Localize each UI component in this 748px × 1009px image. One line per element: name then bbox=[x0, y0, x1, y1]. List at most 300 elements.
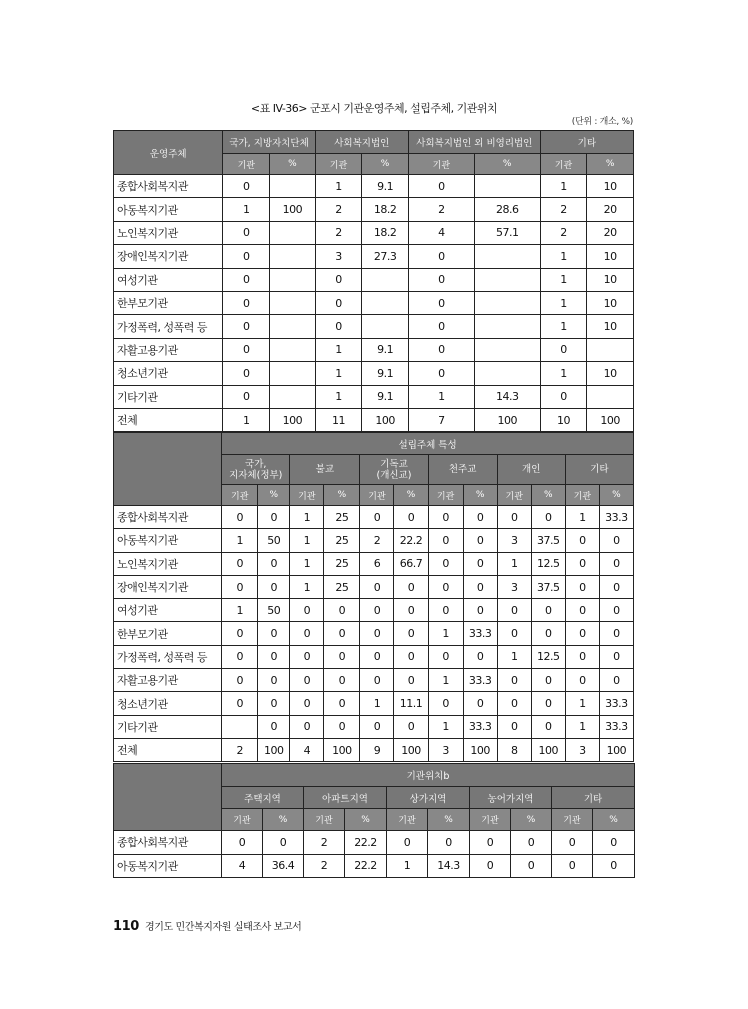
data-cell: 3 bbox=[428, 738, 463, 761]
data-cell: 1 bbox=[540, 362, 587, 385]
data-cell: 9.1 bbox=[362, 385, 409, 408]
data-cell: 3 bbox=[315, 245, 362, 268]
founding-body-table bbox=[113, 432, 634, 762]
data-cell: 0 bbox=[258, 692, 290, 715]
data-cell: 0 bbox=[223, 221, 270, 244]
data-cell: 33.3 bbox=[599, 692, 633, 715]
table-row bbox=[114, 599, 634, 622]
table-row bbox=[114, 738, 634, 761]
data-cell: 0 bbox=[223, 362, 270, 385]
data-cell: 0 bbox=[223, 175, 270, 198]
data-cell: 2 bbox=[222, 738, 258, 761]
subheader-cell: % bbox=[599, 485, 633, 506]
data-cell: 0 bbox=[428, 692, 463, 715]
table-row bbox=[114, 245, 634, 268]
data-cell: 0 bbox=[428, 645, 463, 668]
data-cell: 0 bbox=[394, 575, 428, 598]
data-cell: 0 bbox=[408, 291, 474, 314]
data-cell: 1 bbox=[290, 529, 324, 552]
data-cell: 0 bbox=[394, 599, 428, 622]
data-cell: 0 bbox=[470, 831, 511, 855]
data-cell: 33.3 bbox=[599, 506, 633, 529]
data-cell: 0 bbox=[222, 692, 258, 715]
data-cell: 0 bbox=[593, 854, 635, 878]
data-cell: 18.2 bbox=[362, 221, 409, 244]
row-label: 전체 bbox=[114, 408, 223, 431]
data-cell: 0 bbox=[258, 575, 290, 598]
data-cell: 0 bbox=[360, 715, 394, 738]
data-cell bbox=[362, 291, 409, 314]
group-header: 기타 bbox=[552, 787, 635, 809]
table-row bbox=[114, 669, 634, 692]
data-cell: 57.1 bbox=[474, 221, 540, 244]
data-cell: 1 bbox=[290, 506, 324, 529]
data-cell: 0 bbox=[394, 645, 428, 668]
data-cell: 0 bbox=[599, 529, 633, 552]
data-cell bbox=[270, 268, 316, 291]
data-cell: 0 bbox=[408, 175, 474, 198]
subheader-cell: 기관 bbox=[387, 809, 428, 831]
table-row bbox=[114, 529, 634, 552]
data-cell: 2 bbox=[315, 198, 362, 221]
data-cell bbox=[474, 315, 540, 338]
data-cell bbox=[270, 385, 316, 408]
data-cell: 14.3 bbox=[474, 385, 540, 408]
data-cell: 3 bbox=[497, 575, 531, 598]
row-label: 여성기관 bbox=[114, 268, 223, 291]
data-cell: 0 bbox=[290, 622, 324, 645]
group-header bbox=[360, 455, 428, 485]
data-cell: 4 bbox=[222, 854, 263, 878]
data-cell: 0 bbox=[258, 645, 290, 668]
data-cell: 1 bbox=[290, 575, 324, 598]
subheader-cell: % bbox=[270, 154, 316, 175]
data-cell: 0 bbox=[360, 622, 394, 645]
data-cell: 1 bbox=[428, 715, 463, 738]
row-label: 자활고용기관 bbox=[114, 669, 222, 692]
data-cell: 0 bbox=[394, 715, 428, 738]
table-row bbox=[114, 715, 634, 738]
data-cell: 0 bbox=[428, 599, 463, 622]
row-label: 아동복지기관 bbox=[114, 529, 222, 552]
data-cell: 0 bbox=[290, 645, 324, 668]
subheader-cell: % bbox=[258, 485, 290, 506]
data-cell: 0 bbox=[408, 362, 474, 385]
corner-blank bbox=[114, 764, 222, 831]
data-cell bbox=[270, 245, 316, 268]
data-cell: 0 bbox=[394, 622, 428, 645]
data-cell: 2 bbox=[540, 221, 587, 244]
subheader-cell: % bbox=[463, 485, 497, 506]
data-cell: 0 bbox=[222, 506, 258, 529]
group-header-line: (개신교) bbox=[376, 469, 412, 481]
data-cell: 0 bbox=[324, 622, 360, 645]
subheader-cell: 기관 bbox=[497, 485, 531, 506]
subheader-cell: % bbox=[345, 809, 387, 831]
table-row bbox=[114, 175, 634, 198]
data-cell: 0 bbox=[258, 715, 290, 738]
table-caption: <표 IV-36> 군포시 기관운영주체, 설립주체, 기관위치 bbox=[250, 102, 498, 115]
group-header: 농어가지역 bbox=[470, 787, 552, 809]
data-cell: 0 bbox=[360, 645, 394, 668]
group-header bbox=[565, 455, 633, 485]
data-cell: 0 bbox=[290, 692, 324, 715]
data-cell: 0 bbox=[324, 599, 360, 622]
table-row bbox=[114, 291, 634, 314]
row-label: 한부모기관 bbox=[114, 622, 222, 645]
row-label: 기타기관 bbox=[114, 385, 223, 408]
data-cell: 1 bbox=[565, 715, 599, 738]
data-cell: 0 bbox=[324, 692, 360, 715]
data-cell: 0 bbox=[593, 831, 635, 855]
group-header: 상가지역 bbox=[387, 787, 470, 809]
group-header bbox=[290, 455, 360, 485]
data-cell: 0 bbox=[463, 506, 497, 529]
data-cell: 1 bbox=[565, 692, 599, 715]
data-cell: 1 bbox=[223, 408, 270, 431]
operating-body-table bbox=[113, 130, 634, 432]
group-header: 아파트지역 bbox=[304, 787, 387, 809]
data-cell: 1 bbox=[540, 245, 587, 268]
data-cell: 0 bbox=[222, 645, 258, 668]
data-cell bbox=[270, 291, 316, 314]
data-cell: 66.7 bbox=[394, 552, 428, 575]
row-label: 아동복지기관 bbox=[114, 198, 223, 221]
data-cell: 0 bbox=[290, 669, 324, 692]
row-label: 가정폭력, 성폭력 등 bbox=[114, 315, 223, 338]
data-cell: 0 bbox=[463, 552, 497, 575]
subheader-cell: 기관 bbox=[290, 485, 324, 506]
subheader-cell: 기관 bbox=[470, 809, 511, 831]
table-row bbox=[114, 221, 634, 244]
data-cell: 0 bbox=[531, 599, 565, 622]
table-row bbox=[114, 645, 634, 668]
data-cell: 1 bbox=[540, 268, 587, 291]
data-cell: 0 bbox=[552, 831, 593, 855]
subheader-cell: 기관 bbox=[408, 154, 474, 175]
header-row bbox=[114, 433, 634, 455]
data-cell: 0 bbox=[552, 854, 593, 878]
data-cell: 4 bbox=[408, 221, 474, 244]
table-row bbox=[114, 362, 634, 385]
data-cell: 0 bbox=[511, 854, 552, 878]
data-cell: 0 bbox=[497, 506, 531, 529]
table-row bbox=[114, 385, 634, 408]
data-cell: 0 bbox=[263, 831, 304, 855]
data-cell: 3 bbox=[565, 738, 599, 761]
group-header: 사회복지법인 외 비영리법인 bbox=[408, 131, 540, 154]
subheader-cell: % bbox=[531, 485, 565, 506]
subheader-cell: % bbox=[428, 809, 470, 831]
data-cell: 28.6 bbox=[474, 198, 540, 221]
data-cell: 1 bbox=[387, 854, 428, 878]
data-cell: 0 bbox=[360, 669, 394, 692]
group-header: 사회복지법인 bbox=[315, 131, 408, 154]
group-header-line: 불교 bbox=[315, 464, 335, 475]
data-cell: 1 bbox=[428, 622, 463, 645]
data-cell: 0 bbox=[599, 575, 633, 598]
data-cell: 0 bbox=[599, 622, 633, 645]
data-cell: 0 bbox=[222, 831, 263, 855]
data-cell: 2 bbox=[315, 221, 362, 244]
data-cell: 0 bbox=[315, 315, 362, 338]
group-header bbox=[497, 455, 565, 485]
data-cell: 2 bbox=[304, 854, 345, 878]
data-cell: 0 bbox=[470, 854, 511, 878]
data-cell: 100 bbox=[394, 738, 428, 761]
data-cell: 0 bbox=[258, 552, 290, 575]
data-cell: 0 bbox=[531, 692, 565, 715]
row-label: 종합사회복지관 bbox=[114, 175, 223, 198]
group-header: 주택지역 bbox=[222, 787, 304, 809]
data-cell: 0 bbox=[324, 669, 360, 692]
data-cell: 0 bbox=[360, 506, 394, 529]
data-cell: 0 bbox=[428, 552, 463, 575]
group-header: 기타 bbox=[540, 131, 633, 154]
data-cell: 100 bbox=[258, 738, 290, 761]
subheader-cell: % bbox=[474, 154, 540, 175]
data-cell: 0 bbox=[222, 552, 258, 575]
data-cell bbox=[474, 362, 540, 385]
data-cell: 0 bbox=[428, 831, 470, 855]
data-cell: 0 bbox=[223, 245, 270, 268]
row-label: 한부모기관 bbox=[114, 291, 223, 314]
table-row bbox=[114, 268, 634, 291]
data-cell: 0 bbox=[290, 599, 324, 622]
subheader-cell: 기관 bbox=[222, 485, 258, 506]
data-cell: 8 bbox=[497, 738, 531, 761]
data-cell: 1 bbox=[315, 338, 362, 361]
subheader-cell: 기관 bbox=[428, 485, 463, 506]
table-row bbox=[114, 408, 634, 431]
data-cell: 0 bbox=[599, 552, 633, 575]
data-cell: 100 bbox=[463, 738, 497, 761]
data-cell: 33.3 bbox=[463, 715, 497, 738]
page-number: 110 bbox=[113, 919, 139, 934]
data-cell: 1 bbox=[540, 315, 587, 338]
section-header: 기관위치b bbox=[222, 764, 635, 787]
data-cell: 1 bbox=[315, 362, 362, 385]
data-cell: 10 bbox=[587, 315, 634, 338]
data-cell: 25 bbox=[324, 552, 360, 575]
data-cell: 1 bbox=[565, 506, 599, 529]
data-cell: 0 bbox=[599, 645, 633, 668]
data-cell: 37.5 bbox=[531, 575, 565, 598]
data-cell: 0 bbox=[223, 385, 270, 408]
data-cell bbox=[270, 221, 316, 244]
data-cell: 0 bbox=[258, 669, 290, 692]
data-cell: 2 bbox=[540, 198, 587, 221]
data-cell: 2 bbox=[408, 198, 474, 221]
data-cell: 0 bbox=[565, 669, 599, 692]
section-header: 설립주체 특성 bbox=[222, 433, 634, 455]
data-cell bbox=[270, 338, 316, 361]
data-cell: 0 bbox=[565, 645, 599, 668]
data-cell: 0 bbox=[497, 599, 531, 622]
group-header: 국가, 지방자치단체 bbox=[223, 131, 315, 154]
data-cell: 0 bbox=[408, 338, 474, 361]
data-cell: 0 bbox=[497, 669, 531, 692]
subheader-cell: % bbox=[324, 485, 360, 506]
unit-note: (단위 : 개소, %) bbox=[571, 117, 633, 127]
data-cell: 1 bbox=[540, 291, 587, 314]
data-cell: 1 bbox=[540, 175, 587, 198]
data-cell: 10 bbox=[587, 175, 634, 198]
corner-blank bbox=[114, 433, 222, 506]
data-cell bbox=[270, 315, 316, 338]
data-cell: 0 bbox=[497, 622, 531, 645]
data-cell: 0 bbox=[531, 622, 565, 645]
group-header bbox=[222, 455, 290, 485]
data-cell: 0 bbox=[428, 575, 463, 598]
row-label: 노인복지기관 bbox=[114, 221, 223, 244]
group-header-line: 국가, bbox=[245, 458, 267, 470]
data-cell: 0 bbox=[599, 599, 633, 622]
group-header-line: 개인 bbox=[522, 464, 541, 475]
report-title: 경기도 민간복지자원 실태조사 보고서 bbox=[144, 922, 302, 933]
table-row bbox=[114, 622, 634, 645]
data-cell: 0 bbox=[222, 575, 258, 598]
row-label: 종합사회복지관 bbox=[114, 506, 222, 529]
data-cell: 0 bbox=[565, 529, 599, 552]
data-cell: 7 bbox=[408, 408, 474, 431]
table-row bbox=[114, 338, 634, 361]
data-cell bbox=[474, 245, 540, 268]
data-cell: 20 bbox=[587, 221, 634, 244]
data-cell: 100 bbox=[270, 408, 316, 431]
row-label: 장애인복지기관 bbox=[114, 575, 222, 598]
data-cell bbox=[587, 338, 634, 361]
data-cell bbox=[474, 338, 540, 361]
subheader-cell: % bbox=[593, 809, 635, 831]
subheader-cell: % bbox=[394, 485, 428, 506]
group-header-line: 천주교 bbox=[448, 464, 477, 475]
data-cell: 0 bbox=[222, 669, 258, 692]
table-row bbox=[114, 575, 634, 598]
data-cell: 100 bbox=[474, 408, 540, 431]
data-cell: 0 bbox=[463, 529, 497, 552]
data-cell: 0 bbox=[463, 575, 497, 598]
page-footer bbox=[113, 918, 301, 934]
data-cell: 50 bbox=[258, 529, 290, 552]
row-label: 가정폭력, 성폭력 등 bbox=[114, 645, 222, 668]
corner-header: 운영주체 bbox=[114, 131, 223, 175]
data-cell: 14.3 bbox=[428, 854, 470, 878]
subheader-cell: % bbox=[511, 809, 552, 831]
data-cell: 0 bbox=[223, 315, 270, 338]
row-label: 여성기관 bbox=[114, 599, 222, 622]
data-cell: 12.5 bbox=[531, 645, 565, 668]
data-cell: 20 bbox=[587, 198, 634, 221]
data-cell: 1 bbox=[222, 529, 258, 552]
data-cell: 0 bbox=[223, 338, 270, 361]
data-cell: 0 bbox=[463, 692, 497, 715]
data-cell: 0 bbox=[497, 715, 531, 738]
subheader-cell: 기관 bbox=[223, 154, 270, 175]
data-cell: 10 bbox=[540, 408, 587, 431]
data-cell: 18.2 bbox=[362, 198, 409, 221]
group-header-line: 지자체(정부) bbox=[229, 469, 283, 481]
data-cell: 9.1 bbox=[362, 175, 409, 198]
header-row bbox=[114, 131, 634, 154]
data-cell: 33.3 bbox=[463, 622, 497, 645]
data-cell: 11 bbox=[315, 408, 362, 431]
subheader-cell: 기관 bbox=[315, 154, 362, 175]
data-cell: 0 bbox=[565, 552, 599, 575]
data-cell: 22.2 bbox=[345, 831, 387, 855]
data-cell: 9.1 bbox=[362, 362, 409, 385]
data-cell: 0 bbox=[290, 715, 324, 738]
data-cell: 0 bbox=[428, 506, 463, 529]
data-cell: 0 bbox=[387, 831, 428, 855]
data-cell bbox=[362, 268, 409, 291]
row-label: 청소년기관 bbox=[114, 362, 223, 385]
data-cell: 50 bbox=[258, 599, 290, 622]
data-cell: 1 bbox=[222, 599, 258, 622]
data-cell: 12.5 bbox=[531, 552, 565, 575]
data-cell: 0 bbox=[222, 622, 258, 645]
data-cell: 4 bbox=[290, 738, 324, 761]
data-cell: 22.2 bbox=[345, 854, 387, 878]
data-cell: 100 bbox=[587, 408, 634, 431]
row-label: 전체 bbox=[114, 738, 222, 761]
data-cell: 1 bbox=[315, 175, 362, 198]
data-cell bbox=[222, 715, 258, 738]
data-cell: 27.3 bbox=[362, 245, 409, 268]
data-cell: 100 bbox=[362, 408, 409, 431]
data-cell: 0 bbox=[315, 268, 362, 291]
data-cell bbox=[270, 362, 316, 385]
data-cell: 0 bbox=[463, 599, 497, 622]
data-cell: 0 bbox=[360, 599, 394, 622]
table-row bbox=[114, 831, 635, 855]
data-cell: 3 bbox=[497, 529, 531, 552]
subheader-cell: % bbox=[362, 154, 409, 175]
data-cell bbox=[362, 315, 409, 338]
location-table bbox=[113, 763, 635, 878]
group-header bbox=[428, 455, 497, 485]
data-cell bbox=[270, 175, 316, 198]
table-row bbox=[114, 854, 635, 878]
row-label: 아동복지기관 bbox=[114, 854, 222, 878]
data-cell: 25 bbox=[324, 529, 360, 552]
data-cell: 0 bbox=[324, 715, 360, 738]
data-cell: 0 bbox=[565, 599, 599, 622]
data-cell: 0 bbox=[531, 715, 565, 738]
row-label: 자활고용기관 bbox=[114, 338, 223, 361]
data-cell: 0 bbox=[408, 268, 474, 291]
subheader-cell: 기관 bbox=[565, 485, 599, 506]
data-cell: 10 bbox=[587, 362, 634, 385]
subheader-cell: % bbox=[587, 154, 634, 175]
subheader-cell: 기관 bbox=[222, 809, 263, 831]
data-cell: 2 bbox=[360, 529, 394, 552]
data-cell: 25 bbox=[324, 506, 360, 529]
data-cell: 0 bbox=[565, 575, 599, 598]
row-label: 기타기관 bbox=[114, 715, 222, 738]
data-cell: 100 bbox=[270, 198, 316, 221]
data-cell: 100 bbox=[531, 738, 565, 761]
data-cell: 100 bbox=[324, 738, 360, 761]
data-cell: 25 bbox=[324, 575, 360, 598]
data-cell: 10 bbox=[587, 245, 634, 268]
data-cell bbox=[474, 268, 540, 291]
data-cell: 1 bbox=[497, 645, 531, 668]
row-label: 종합사회복지관 bbox=[114, 831, 222, 855]
data-cell: 9.1 bbox=[362, 338, 409, 361]
data-cell: 33.3 bbox=[599, 715, 633, 738]
data-cell: 10 bbox=[587, 291, 634, 314]
